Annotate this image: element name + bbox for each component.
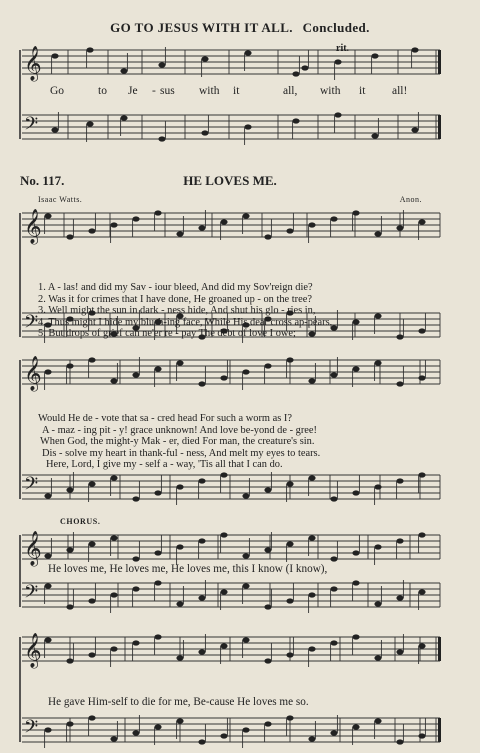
note-head (330, 640, 337, 645)
note-head (286, 357, 293, 362)
note-head (110, 646, 117, 651)
note-head (198, 381, 205, 386)
top-lyric-word: Go (50, 85, 65, 97)
note-head (374, 360, 381, 365)
verse-line1-1: 2. Was it for crimes that I have done, He groaned up - on the tree? (38, 293, 312, 305)
note-head (352, 490, 359, 495)
note-head (198, 225, 205, 230)
final-barline-thick (438, 718, 441, 742)
note-head (308, 475, 315, 480)
note-head (264, 234, 271, 239)
note-head (396, 381, 403, 386)
note-head (198, 538, 205, 543)
top-lyric-word: with (320, 85, 341, 97)
note-head (66, 234, 73, 239)
hymn-author: Isaac Watts. (38, 195, 83, 204)
note-head (286, 481, 293, 486)
note-head (66, 658, 73, 663)
note-head (396, 225, 403, 230)
top-lyric-word: it (233, 85, 240, 97)
note-head (292, 71, 299, 76)
note-head (308, 535, 315, 540)
note-head (352, 210, 359, 215)
note-head (418, 643, 425, 648)
verse-line2-4: Here, Lord, I give my - self a - way, 'Tis all that I can do. (46, 459, 283, 470)
note-head (44, 369, 51, 374)
note-head (242, 493, 249, 498)
note-head (132, 640, 139, 645)
note-head (44, 493, 51, 498)
note-head (352, 634, 359, 639)
note-head (88, 715, 95, 720)
note-head (198, 478, 205, 483)
note-head (330, 730, 337, 735)
note-head (110, 592, 117, 597)
note-head (88, 357, 95, 362)
verse-line1-4: 5. But drops of grief can ne'er re - pay The debt of love I owe; (38, 328, 296, 339)
top-lyric-word: - (152, 85, 156, 97)
note-head (132, 496, 139, 501)
note-head (132, 216, 139, 221)
note-head (154, 634, 161, 639)
note-head (110, 222, 117, 227)
final-barline-thick (438, 50, 441, 74)
top-lyric-word: to (98, 85, 107, 97)
top-lyric-word: sus (160, 85, 175, 97)
note-head (120, 68, 127, 73)
chorus-line-1: He gave Him-self to die for me, Be-cause He loves me so. (48, 696, 309, 708)
note-head (110, 378, 117, 383)
note-head (264, 547, 271, 552)
note-head (418, 328, 425, 333)
note-head (44, 637, 51, 642)
treble-clef-icon: 𝄞 (24, 633, 42, 668)
bass-clef-icon: 𝄢 (24, 582, 39, 607)
note-head (176, 544, 183, 549)
top-lyric-word: all, (283, 85, 298, 97)
final-barline-thick (438, 115, 441, 139)
note-head (396, 538, 403, 543)
note-head (220, 643, 227, 648)
verse-line1-3: 4. Thus might I hide my blush-ing face, While His dear cross ap-pears, (38, 316, 333, 328)
verse-line2-2: When God, the might-y Mak - er, died For man, the creature's sin. (40, 436, 315, 447)
note-head (66, 547, 73, 552)
note-head (374, 313, 381, 318)
bass-clef-icon: 𝄢 (24, 717, 39, 742)
note-head (158, 62, 165, 67)
note-head (352, 724, 359, 729)
note-head (110, 535, 117, 540)
note-head (418, 472, 425, 477)
hymn-composer: Anon. (399, 195, 422, 204)
verse-line2-0: Would He de - vote that sa - cred head For such a worm as I? (38, 413, 292, 424)
note-head (44, 727, 51, 732)
note-head (44, 583, 51, 588)
note-head (132, 586, 139, 591)
note-head (396, 649, 403, 654)
rit-marking: rit. (336, 43, 350, 54)
note-head (220, 589, 227, 594)
note-head (334, 112, 341, 117)
note-head (86, 121, 93, 126)
note-head (220, 375, 227, 380)
note-head (286, 652, 293, 657)
note-head (374, 231, 381, 236)
note-head (330, 496, 337, 501)
note-head (220, 733, 227, 738)
note-head (176, 601, 183, 606)
hymn-number: No. 117. (20, 173, 65, 188)
note-head (330, 586, 337, 591)
note-head (44, 213, 51, 218)
note-head (286, 228, 293, 233)
note-head (242, 727, 249, 732)
note-head (396, 595, 403, 600)
note-head (244, 124, 251, 129)
note-head (374, 601, 381, 606)
note-head (308, 378, 315, 383)
note-head (411, 47, 418, 52)
note-head (308, 736, 315, 741)
note-head (154, 580, 161, 585)
note-head (244, 50, 251, 55)
note-head (176, 360, 183, 365)
note-head (198, 649, 205, 654)
note-head (352, 550, 359, 555)
note-head (371, 53, 378, 58)
bass-clef-icon: 𝄢 (24, 474, 39, 499)
note-head (330, 372, 337, 377)
treble-clef-icon: 𝄞 (24, 356, 42, 391)
note-head (374, 484, 381, 489)
note-head (264, 487, 271, 492)
note-head (154, 366, 161, 371)
note-head (88, 481, 95, 486)
note-head (176, 655, 183, 660)
note-head (242, 213, 249, 218)
note-head (242, 369, 249, 374)
note-head (286, 715, 293, 720)
note-head (396, 739, 403, 744)
verse-line2-1: A - maz - ing pit - y! grace unknown! And love be-yond de - gree! (42, 424, 317, 436)
top-lyric-word: Je (128, 85, 138, 97)
note-head (66, 363, 73, 368)
note-head (220, 532, 227, 537)
note-head (132, 556, 139, 561)
final-barline-thick (438, 637, 441, 661)
bass-clef-icon: 𝄢 (24, 312, 39, 337)
note-head (418, 532, 425, 537)
note-head (418, 733, 425, 738)
verse-line1-2: 3. Well might the sun in dark - ness hide, And shut his glo - ries in, (38, 305, 316, 316)
note-head (66, 721, 73, 726)
note-head (88, 541, 95, 546)
note-head (286, 541, 293, 546)
note-head (110, 736, 117, 741)
note-head (396, 478, 403, 483)
note-head (154, 210, 161, 215)
note-head (88, 652, 95, 657)
hymn-heading (20, 173, 440, 191)
note-head (201, 56, 208, 61)
note-head (198, 739, 205, 744)
note-head (308, 592, 315, 597)
note-head (308, 222, 315, 227)
note-head (242, 583, 249, 588)
note-head (88, 228, 95, 233)
note-head (51, 53, 58, 58)
note-head (154, 550, 161, 555)
note-head (292, 118, 299, 123)
note-head (330, 216, 337, 221)
note-head (176, 718, 183, 723)
note-head (352, 580, 359, 585)
note-head (158, 136, 165, 141)
top-lyric-word: with (199, 85, 220, 97)
header-concluded: Concluded. (302, 20, 370, 35)
note-head (132, 730, 139, 735)
note-head (110, 475, 117, 480)
note-head (66, 604, 73, 609)
note-head (371, 133, 378, 138)
top-lyric-word: it (359, 85, 366, 97)
note-head (51, 127, 58, 132)
note-head (264, 658, 271, 663)
note-head (220, 472, 227, 477)
note-head (220, 219, 227, 224)
note-head (201, 130, 208, 135)
note-head (264, 604, 271, 609)
note-head (352, 366, 359, 371)
note-head (176, 231, 183, 236)
note-head (411, 127, 418, 132)
note-head (86, 47, 93, 52)
note-head (308, 646, 315, 651)
top-lyric-word: all! (392, 85, 408, 97)
note-head (374, 544, 381, 549)
chorus-line-0: He loves me, He loves me, He loves me, this I know (I know), (48, 563, 328, 575)
note-head (264, 363, 271, 368)
bass-clef-icon: 𝄢 (24, 114, 39, 139)
note-head (132, 372, 139, 377)
note-head (242, 637, 249, 642)
treble-clef-icon: 𝄞 (24, 209, 42, 244)
note-head (334, 59, 341, 64)
note-head (154, 724, 161, 729)
hymn-title: HE LOVES ME. (183, 173, 277, 188)
header-title: GO TO JESUS WITH IT ALL. (110, 20, 293, 35)
note-head (374, 655, 381, 660)
note-head (308, 331, 315, 336)
note-head (264, 721, 271, 726)
verse-line2-3: Dis - solve my heart in thank-ful - ness, And melt my eyes to tears. (42, 447, 321, 459)
note-head (242, 553, 249, 558)
note-head (176, 484, 183, 489)
note-head (330, 556, 337, 561)
note-head (154, 490, 161, 495)
note-head (418, 219, 425, 224)
note-head (198, 595, 205, 600)
note-head (120, 115, 127, 120)
note-head (418, 375, 425, 380)
note-head (286, 598, 293, 603)
note-head (301, 65, 308, 70)
note-head (44, 553, 51, 558)
note-head (352, 319, 359, 324)
treble-clef-icon: 𝄞 (24, 531, 42, 566)
treble-clef-icon: 𝄞 (24, 46, 42, 81)
note-head (88, 598, 95, 603)
note-head (418, 589, 425, 594)
chorus-label: CHORUS. (60, 517, 101, 526)
verse-line1-0: 1. A - las! and did my Sav - iour bleed, And did my Sov'reign die? (38, 282, 313, 293)
note-head (396, 334, 403, 339)
note-head (374, 718, 381, 723)
note-head (66, 487, 73, 492)
